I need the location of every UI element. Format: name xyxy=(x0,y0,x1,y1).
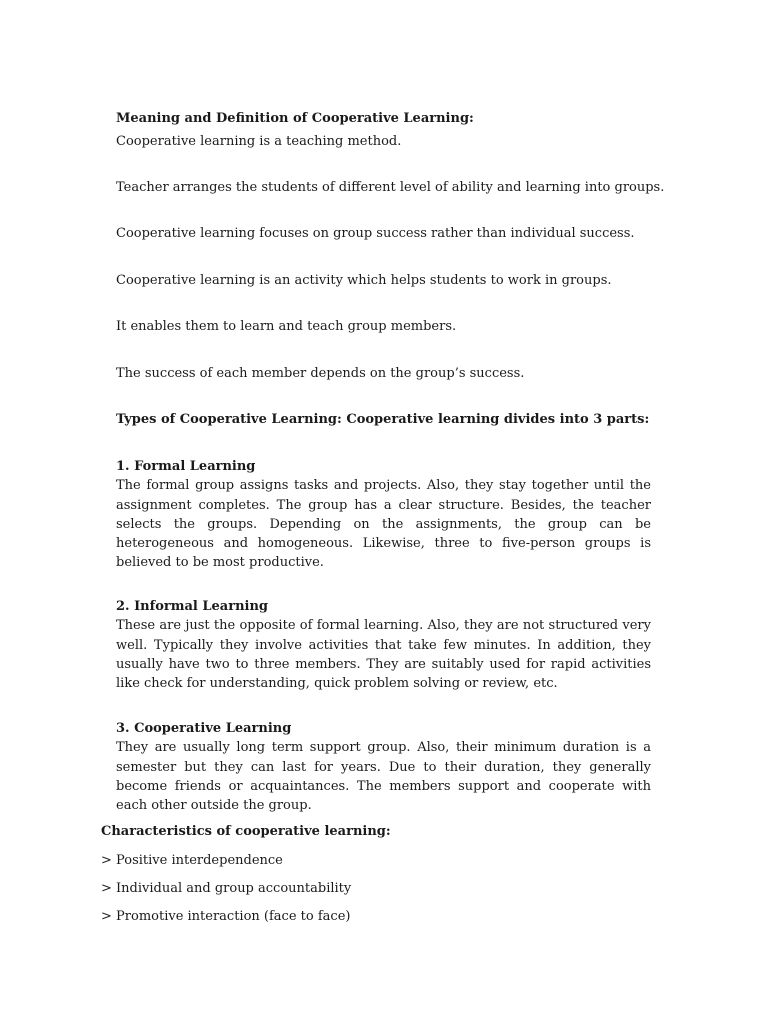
definition-line: Cooperative learning focuses on group success rather than individual success. xyxy=(116,226,635,241)
type-section-informal xyxy=(116,597,651,693)
definition-heading: Meaning and Definition of Cooperative Learning: xyxy=(116,111,474,126)
type-title: 2. Informal Learning xyxy=(116,599,269,614)
type-body: The formal group assigns tasks and projects. Also, they stay together until the assignment completes. The group has a clear structure. Besides, the teacher selects the groups. Depending on the assignments, the group can be heterogeneous and homogeneous. Likewise, three to five-person groups is believed to be most productive. xyxy=(116,478,651,571)
types-heading: Types of Cooperative Learning: Cooperative learning divides into 3 parts: xyxy=(116,412,650,427)
characteristics-item: > Promotive interaction (face to face) xyxy=(101,909,351,924)
type-body: They are usually long term support group. Also, their minimum duration is a semester but they can last for years. Due to their duration, they generally become friends or acquaintances. The members support and cooperate with each other outside the group. xyxy=(116,740,651,814)
characteristics-item: > Individual and group accountability xyxy=(101,881,352,896)
type-section-cooperative xyxy=(116,719,651,815)
type-title: 1. Formal Learning xyxy=(116,459,256,474)
type-body: These are just the opposite of formal learning. Also, they are not structured very well. Typically they involve activities that take few minutes. In addition, they usually have two to three members. They are suitably used for rapid activities like check for understanding, quick problem solving or review, etc. xyxy=(116,618,651,692)
characteristics-item: > Positive interdependence xyxy=(101,853,283,868)
definition-line: The success of each member depends on the group’s success. xyxy=(116,366,525,381)
type-title: 3. Cooperative Learning xyxy=(116,721,292,736)
definition-line: Teacher arranges the students of different level of ability and learning into groups. xyxy=(116,180,665,195)
characteristics-heading: Characteristics of cooperative learning: xyxy=(101,824,391,839)
definition-line: Cooperative learning is an activity which helps students to work in groups. xyxy=(116,273,612,288)
definition-line: It enables them to learn and teach group members. xyxy=(116,319,457,334)
definition-line: Cooperative learning is a teaching method. xyxy=(116,134,402,149)
type-section-formal xyxy=(116,457,651,573)
